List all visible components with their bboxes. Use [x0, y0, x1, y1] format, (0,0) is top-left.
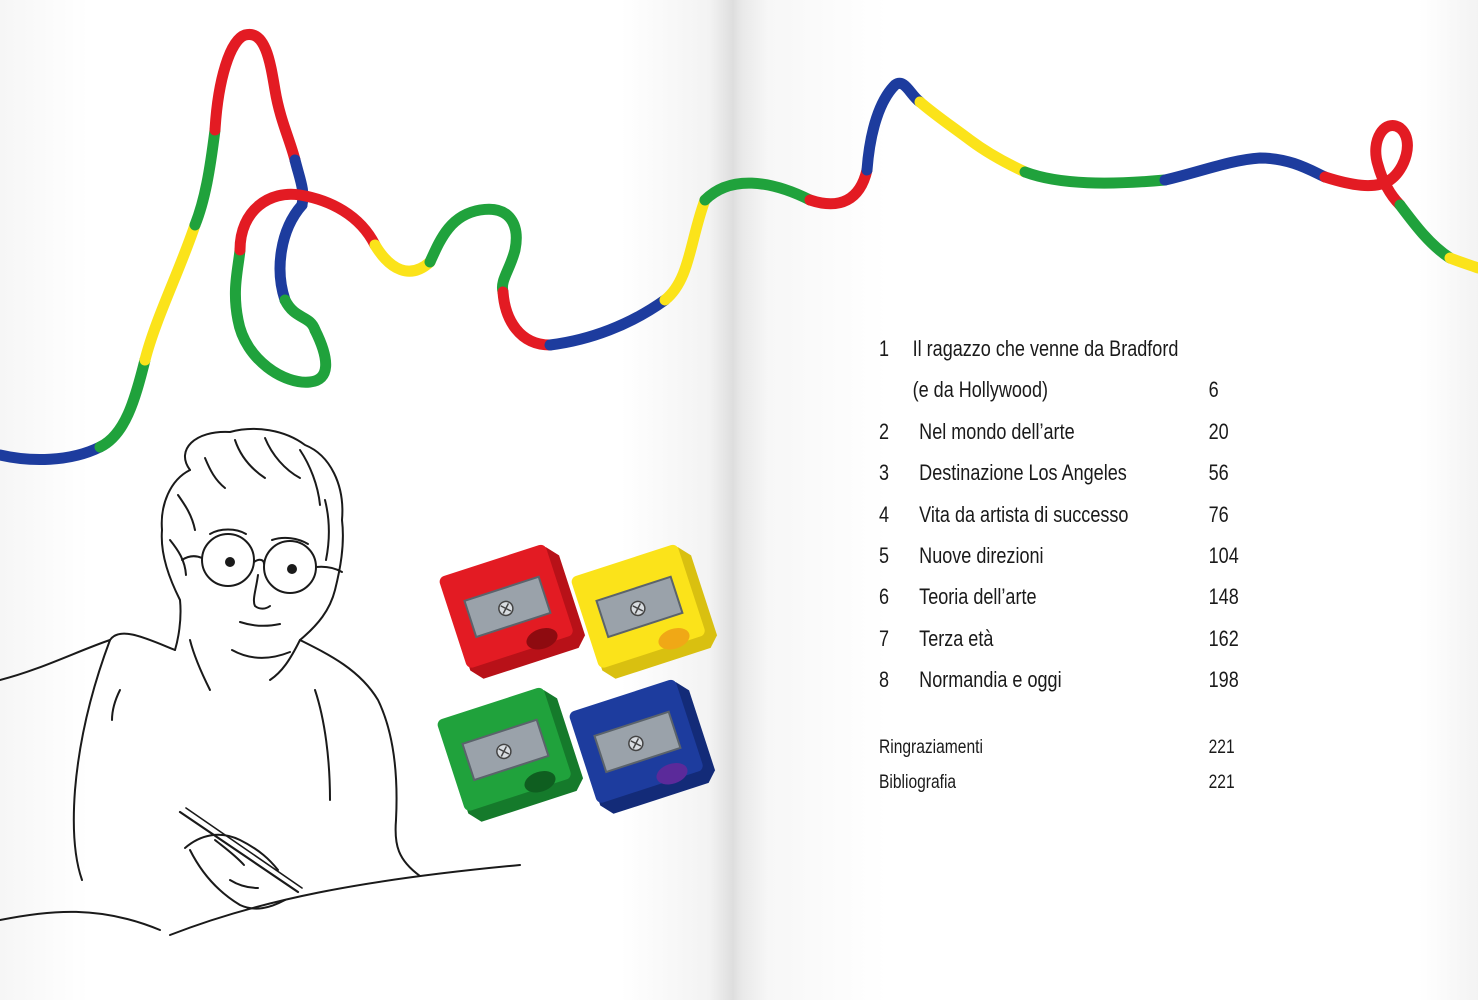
chapter-number: 6: [879, 584, 890, 610]
chapter-title: Vita da artista di successo: [919, 501, 1129, 527]
back-matter: [879, 735, 1278, 805]
table-of-contents: [879, 330, 1279, 703]
chapter-page: 198: [1208, 667, 1239, 693]
toc-entry[interactable]: [879, 496, 1278, 537]
chapter-title: Destinazione Los Angeles: [919, 460, 1127, 486]
chapter-title: Nuove direzioni: [919, 542, 1044, 568]
toc-entry[interactable]: [879, 413, 1278, 454]
chapter-page: 20: [1208, 418, 1229, 444]
right-page: [739, 0, 1478, 1000]
chapter-number: 2: [879, 418, 890, 444]
chapter-title: (e da Hollywood): [912, 377, 1048, 403]
toc-entry[interactable]: [879, 620, 1278, 661]
back-matter-entry[interactable]: [879, 735, 1278, 770]
chapter-number: 3: [879, 460, 890, 486]
chapter-title: Teoria dell’arte: [919, 584, 1037, 610]
chapter-page: 6: [1208, 377, 1219, 403]
back-matter-label: Ringraziamenti: [879, 737, 983, 758]
back-matter-entry[interactable]: [879, 770, 1278, 805]
back-matter-label: Bibliografia: [879, 772, 957, 793]
chapter-page: 162: [1208, 625, 1239, 651]
chapter-number: 7: [879, 625, 890, 651]
chapter-number: 4: [879, 501, 890, 527]
toc-entry[interactable]: [879, 661, 1278, 702]
chapter-page: 56: [1208, 460, 1229, 486]
chapter-page: 148: [1208, 584, 1239, 610]
toc-entry[interactable]: [879, 454, 1278, 495]
toc-entry[interactable]: [879, 330, 1278, 371]
chapter-page: 104: [1208, 542, 1239, 568]
toc-entry[interactable]: [879, 578, 1278, 619]
chapter-number: 8: [879, 667, 890, 693]
back-matter-page: 221: [1208, 737, 1235, 758]
chapter-page: 76: [1208, 501, 1229, 527]
chapter-title: Il ragazzo che venne da Bradford: [912, 336, 1179, 361]
chapter-title: Nel mondo dell’arte: [919, 418, 1075, 444]
toc-entry-continued[interactable]: [879, 371, 1278, 412]
toc-entry[interactable]: [879, 537, 1278, 578]
chapter-number: 5: [879, 542, 890, 568]
chapter-number: 1: [879, 336, 890, 361]
chapter-title: Normandia e oggi: [919, 667, 1062, 693]
chapter-title: Terza età: [919, 625, 994, 651]
back-matter-page: 221: [1208, 772, 1235, 793]
